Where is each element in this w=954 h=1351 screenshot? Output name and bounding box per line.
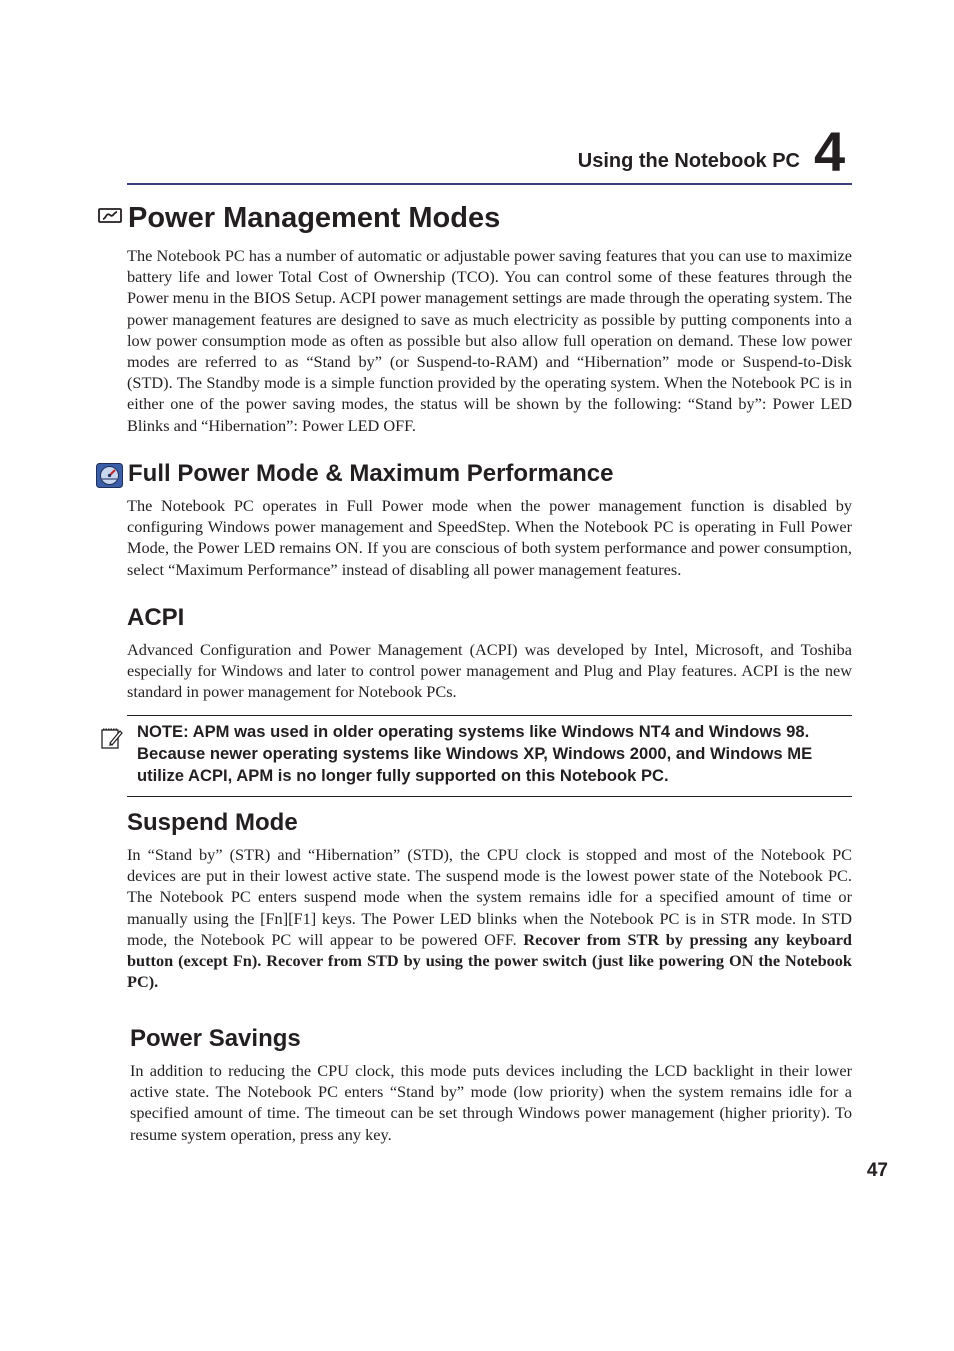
page-number: 47 bbox=[866, 1160, 888, 1181]
chapter-title: Using the Notebook PC bbox=[577, 150, 800, 172]
power-management-body: The Notebook PC has a number of automatic or adjustable power saving features that you can use to maximize battery life and lower Total Cost of Ownership (TCO). You can control some of these features through the Power menu in the BIOS Setup. ACPI power management settings are made through the operating system. The power management features are designed to save as much electricity as possible by putting components into a low power consumption mode as often as possible but also allow full operation on demand. These low power modes are referred to as “Stand by” (or Suspend-to-RAM) and “Hibernation” mode or Suspend-to-Disk (STD). The Standby mode is a simple function provided by the operating system. When the Notebook PC is in either one of the power saving modes, the status will be shown by the following: “Stand by”: Power LED Blinks and “Hibernation”: Power LED OFF. bbox=[127, 246, 852, 435]
speedometer-icon bbox=[96, 463, 123, 488]
acpi-body: Advanced Configuration and Power Management (ACPI) was developed by Intel, Microsoft, and Toshiba especially for Windows and later to control power management and Plug and Play features. ACPI is the new standard in power management for Notebook PCs. bbox=[127, 640, 852, 702]
suspend-body-bold: Recover from STR by pressing any keyboard button (except Fn). Recover from STD by using the power switch (just like powering ON the Notebook PC). bbox=[127, 929, 852, 992]
suspend-body-text: In “Stand by” (STR) and “Hibernation” (STD), the CPU clock is stopped and most of the Notebook PC devices are put in their lowest active state. The suspend mode is the lowest power state of the Notebook PC. The Notebook PC enters suspend mode when the system remains idle for a specified amount of time or manually using the [Fn][F1] keys. The Power LED blinks when the Notebook PC is in STR mode. In STD mode, the Notebook PC will appear to be powered OFF. bbox=[127, 845, 852, 949]
section-title-full-power: Full Power Mode & Maximum Performance bbox=[128, 460, 614, 487]
full-power-body: The Notebook PC operates in Full Power mode when the power management function is disabled by configuring Windows power management and SpeedStep. When the Notebook PC is operating in Full Power Mode, the Power LED remains ON. If you are conscious of both system performance and power consumption, select “Maximum Performance” instead of disabling all power management features. bbox=[127, 496, 852, 579]
note-top-rule bbox=[127, 715, 852, 716]
section-title-power-savings: Power Savings bbox=[130, 1025, 301, 1052]
suspend-body bbox=[127, 844, 852, 992]
chapter-number: 4 bbox=[814, 120, 846, 183]
note-bottom-rule bbox=[127, 796, 852, 797]
note-text: NOTE: APM was used in older operating systems like Windows NT4 and Windows 98. Because newer operating systems like Windows XP, Windows 2000, and Windows ME utilize ACPI, APM is no longer fully supported on this Notebook PC. bbox=[137, 722, 813, 785]
notepad-pencil-icon bbox=[100, 727, 123, 750]
power-plug-icon bbox=[98, 208, 122, 223]
header-rule bbox=[127, 183, 852, 185]
section-title-power-management: Power Management Modes bbox=[128, 202, 501, 234]
power-savings-body: In addition to reducing the CPU clock, this mode puts devices including the LCD backlight in their lower active state. The Notebook PC enters “Stand by” mode (low priority) when the system remains idle for a specified amount of time. The timeout can be set through Windows power management (higher priority). To resume system operation, press any key. bbox=[130, 1061, 852, 1144]
section-title-acpi: ACPI bbox=[127, 604, 185, 631]
section-title-suspend: Suspend Mode bbox=[127, 809, 298, 836]
